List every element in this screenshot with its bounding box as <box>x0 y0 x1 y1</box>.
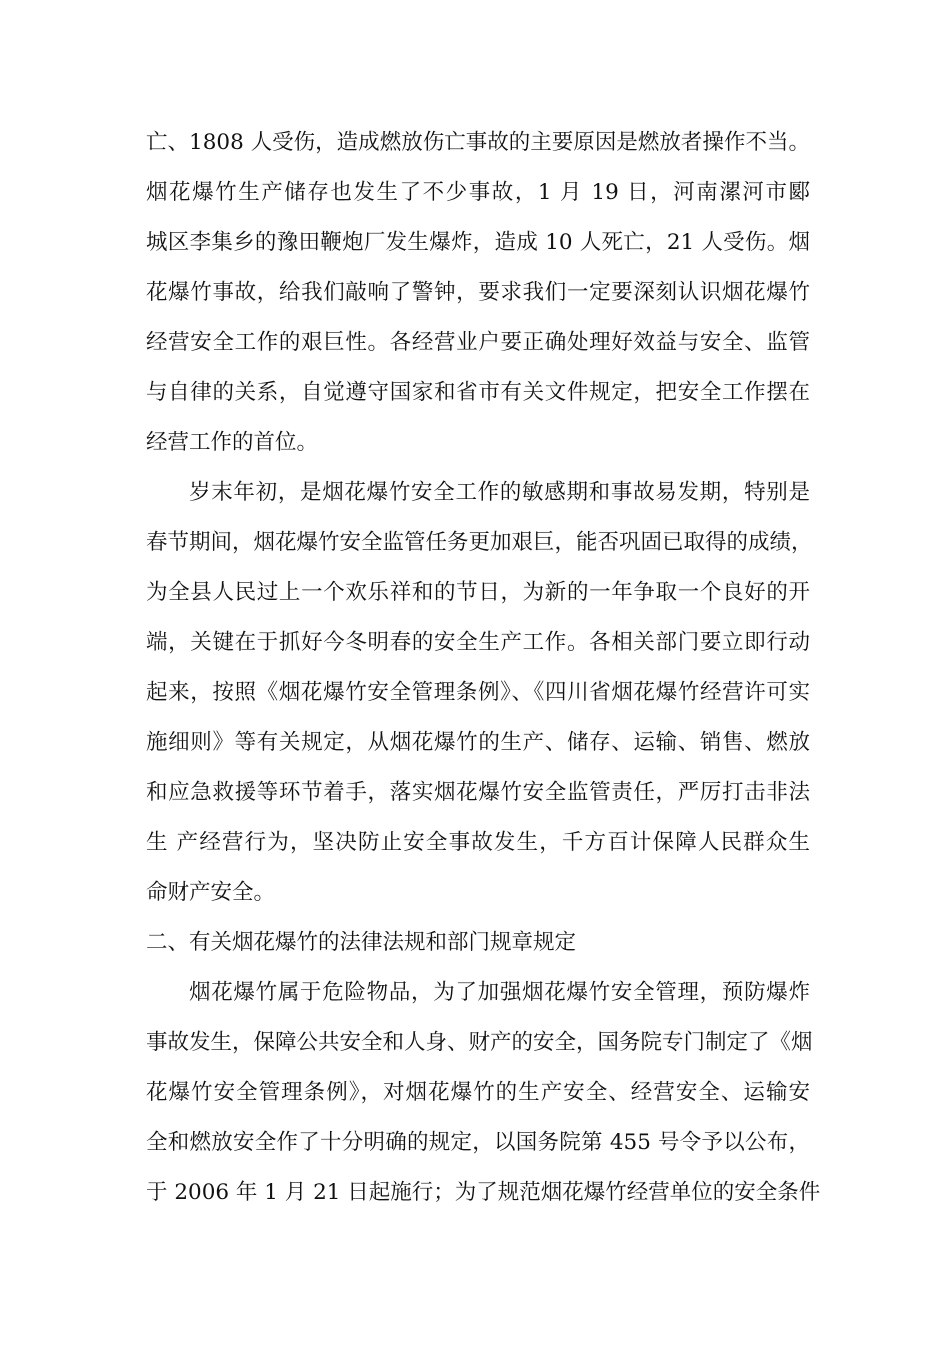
text-line: 与自律的关系，自觉遵守国家和省市有关文件规定，把安全工作摆在 <box>146 380 810 405</box>
paragraph-start-line: 岁末年初，是烟花爆竹安全工作的敏感期和事故易发期，特别是 <box>189 480 810 505</box>
text-line: 起来，按照《烟花爆竹安全管理条例》、《四川省烟花爆竹经营许可实 <box>146 680 810 705</box>
text-line: 于 2006 年 1 月 21 日起施行；为了规范烟花爆竹经营单位的安全条件 <box>146 1180 821 1205</box>
body-text <box>146 118 821 1218</box>
text-line: 花爆竹安全管理条例》，对烟花爆竹的生产安全、经营安全、运输安 <box>146 1080 810 1105</box>
text-line: 端，关键在于抓好今冬明春的安全生产工作。各相关部门要立即行动 <box>146 630 810 655</box>
text-line: 生 产经营行为，坚决防止安全事故发生，千方百计保障人民群众生 <box>146 830 810 855</box>
text-line: 春节期间，烟花爆竹安全监管任务更加艰巨，能否巩固已取得的成绩， <box>146 530 813 555</box>
section-heading: 二、有关烟花爆竹的法律法规和部门规章规定 <box>146 930 577 955</box>
text-line: 亡、1808 人受伤，造成燃放伤亡事故的主要原因是燃放者操作不当。 <box>146 130 810 155</box>
text-line: 事故发生，保障公共安全和人身、财产的安全，国务院专门制定了《烟 <box>146 1030 813 1055</box>
text-line: 花爆竹事故，给我们敲响了警钟，要求我们一定要深刻认识烟花爆竹 <box>146 280 810 305</box>
text-line: 全和燃放安全作了十分明确的规定，以国务院第 455 号令予以公布， <box>146 1130 810 1155</box>
text-line: 为全县人民过上一个欢乐祥和的节日，为新的一年争取一个良好的开 <box>146 580 810 605</box>
text-line: 命财产安全。 <box>146 880 276 905</box>
text-line: 烟花爆竹生产储存也发生了不少事故，1 月 19 日，河南漯河市郾 <box>146 180 810 205</box>
text-line: 经营工作的首位。 <box>146 430 319 455</box>
text-line: 施细则》等有关规定，从烟花爆竹的生产、储存、运输、销售、燃放 <box>146 730 810 755</box>
text-line: 和应急救援等环节着手，落实烟花爆竹安全监管责任，严厉打击非法 <box>146 780 810 805</box>
paragraph-start-line: 烟花爆竹属于危险物品，为了加强烟花爆竹安全管理，预防爆炸 <box>189 980 810 1005</box>
text-line: 经营安全工作的艰巨性。各经营业户要正确处理好效益与安全、监管 <box>146 330 810 355</box>
text-line: 城区李集乡的豫田鞭炮厂发生爆炸，造成 10 人死亡，21 人受伤。烟 <box>146 230 810 255</box>
